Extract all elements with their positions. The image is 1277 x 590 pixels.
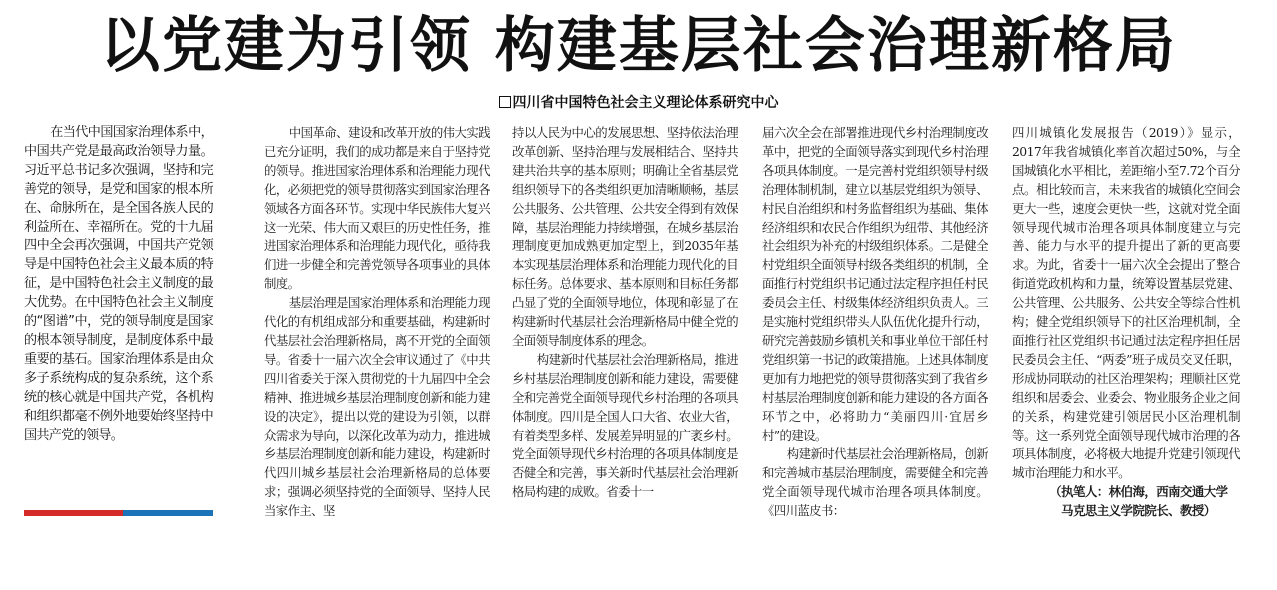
accent-bar (24, 510, 213, 516)
body-paragraph: 构建新时代基层社会治理新格局，推进乡村基层治理制度创新和能力建设，需要健全和完善党全面领导现代乡村治理的各项具体制度。四川是全国人口大省、农业大省，有着类型多样、发展差异明显的广袤乡村。党全面领导现代乡村治理的各项具体制度是否健全和完善，事关新时代基层社会治理新格局构建的成败。省委十一 (512, 351, 738, 500)
body-paragraph: 届六次全会在部署推进现代乡村治理制度改革中，把党的全面领导落实到现代乡村治理各项具体制度。一是完善村党组织领导村级治理体制机制，建立以基层党组织为领导、村民自治组织和村务监督组织为基础、集体经济组织和农民合作组织为纽带、其他经济社会组织为补充的村级组织体系。二是健全村党组织全面领导村级各类组织的机制，全面推行村党组织书记通过法定程序担任村民委员会主任、村级集体经济组织负责人。三是实施村党组织带头人队伍优化提升行动，研究完善鼓励乡镇机关和事业单位干部任村党组织第一书记的政策措施。上述具体制度更加有力地把党的领导贯彻落实到了我省乡村基层治理制度创新和能力建设的各方面各环节之中，必将助力“美丽四川·宜居乡村”的建设。 (762, 125, 988, 443)
author-signature-line-1: （执笔人：林伯海，西南交通大学 (1049, 484, 1228, 500)
body-paragraph: 构建新时代基层社会治理新格局，创新和完善城市基层治理制度，需要健全和完善党全面领导现代城市治理各项具体制度。《四川蓝皮书： (762, 446, 988, 519)
body-column-1 (264, 124, 490, 584)
accent-bar-red (24, 510, 123, 516)
accent-bar-blue (123, 510, 213, 516)
byline (0, 93, 1277, 113)
lead-text: 在当代中国国家治理体系中，中国共产党是最高政治领导力量。习近平总书记多次强调，坚持和完善党的领导，是党和国家的根本所在、命脉所在，是全国各族人民的利益所在、幸福所在。党的十九届四中全会再次强调，中国共产党领导是中国特色社会主义最本质的特征，是中国特色社会主义制度的最大优势。在中国特色社会主义制度的“图谱”中，党的领导制度是国家的根本领导制度，是制度体系中最重要的基石。国家治理体系是由众多子系统构成的复杂系统，这个系统的核心就是中国共产党，各机构和组织都毫不例外地要始终坚持中国共产党的领导。 (24, 125, 213, 443)
body-column-2 (512, 124, 738, 584)
square-box-icon (499, 96, 511, 108)
body-paragraph: 四川城镇化发展报告（2019）》显示，2017年我省城镇化率首次超过50%，与全国城镇化水平相比，差距缩小至7.72个百分点。相比较而言，未来我省的城镇化空间会更大一些，速度会更快一些，这就对党全面领导现代城市治理各项具体制度建立与完善、能力与水平的提升提出了新的更高要求。为此，省委十一届六次全会提出了整合街道党政机构和力量，统筹设置基层党建、公共管理、公共服务、公共安全等综合性机构；健全党组织领导下的社区治理机制，全面推行社区党组织书记通过法定程序担任居民委员会主任、“两委”班子成员交叉任职，形成协同联动的社区治理架构；理顺社区党组织和居委会、业委会、物业服务企业之间的关系，构建党建引领居民小区治理机制等。这一系列党全面领导现代城市治理的各项具体制度，必将极大地提升党建引领现代城市治理能力和水平。 (1012, 125, 1240, 481)
body-column-4 (1012, 124, 1240, 584)
body-paragraph: 中国革命、建设和改革开放的伟大实践已充分证明，我们的成功都是来自于坚持党的领导。推进国家治理体系和治理能力现代化，必须把党的领导贯彻落实到国家治理各领域各方面各环节。实现中华民族伟大复兴这一光荣、伟大而又艰巨的历史性任务，推进国家治理体系和治理能力现代化，亟待我们进一步健全和完善党领导各项事业的具体制度。 (264, 125, 490, 292)
body-column-3 (762, 124, 988, 584)
author-signature-line-2: 马克思主义学院院长、教授） (1061, 503, 1216, 519)
body-paragraph: 基层治理是国家治理体系和治理能力现代化的有机组成部分和重要基础，构建新时代基层社会治理新格局，离不开党的全面领导。省委十一届六次全会审议通过了《中共四川省委关于深入贯彻党的十九届四中全会精神、推进城乡基层治理制度创新和能力建设的决定》，提出以党的建设为引领，以群众需求为导向，以深化改革为动力，推进城乡基层治理制度创新和能力建设，构建新时代四川城乡基层社会治理新格局的总体要求；强调必须坚持党的全面领导、坚持人民当家作主、坚 (264, 295, 490, 519)
byline-text: 四川省中国特色社会主义理论体系研究中心 (512, 95, 779, 111)
lead-paragraph (24, 124, 213, 445)
headline: 以党建为引领 构建基层社会治理新格局 (100, 11, 1177, 81)
body-paragraph: 持以人民为中心的发展思想、坚持依法治理改革创新、坚持治理与发展相结合、坚持共建共治共享的基本原则；明确让全省基层党组织领导下的各类组织更加清晰顺畅，基层公共服务、公共管理、公共安全得到有效保障，基层治理能力持续增强，在城乡基层治理制度更加成熟更加定型上，到2035年基本实现基层治理体系和治理能力现代化的目标任务。总体要求、基本原则和目标任务都凸显了党的全面领导地位，体现和彰显了在构建新时代基层社会治理新格局中健全党的全面领导制度体系的理念。 (512, 125, 738, 348)
